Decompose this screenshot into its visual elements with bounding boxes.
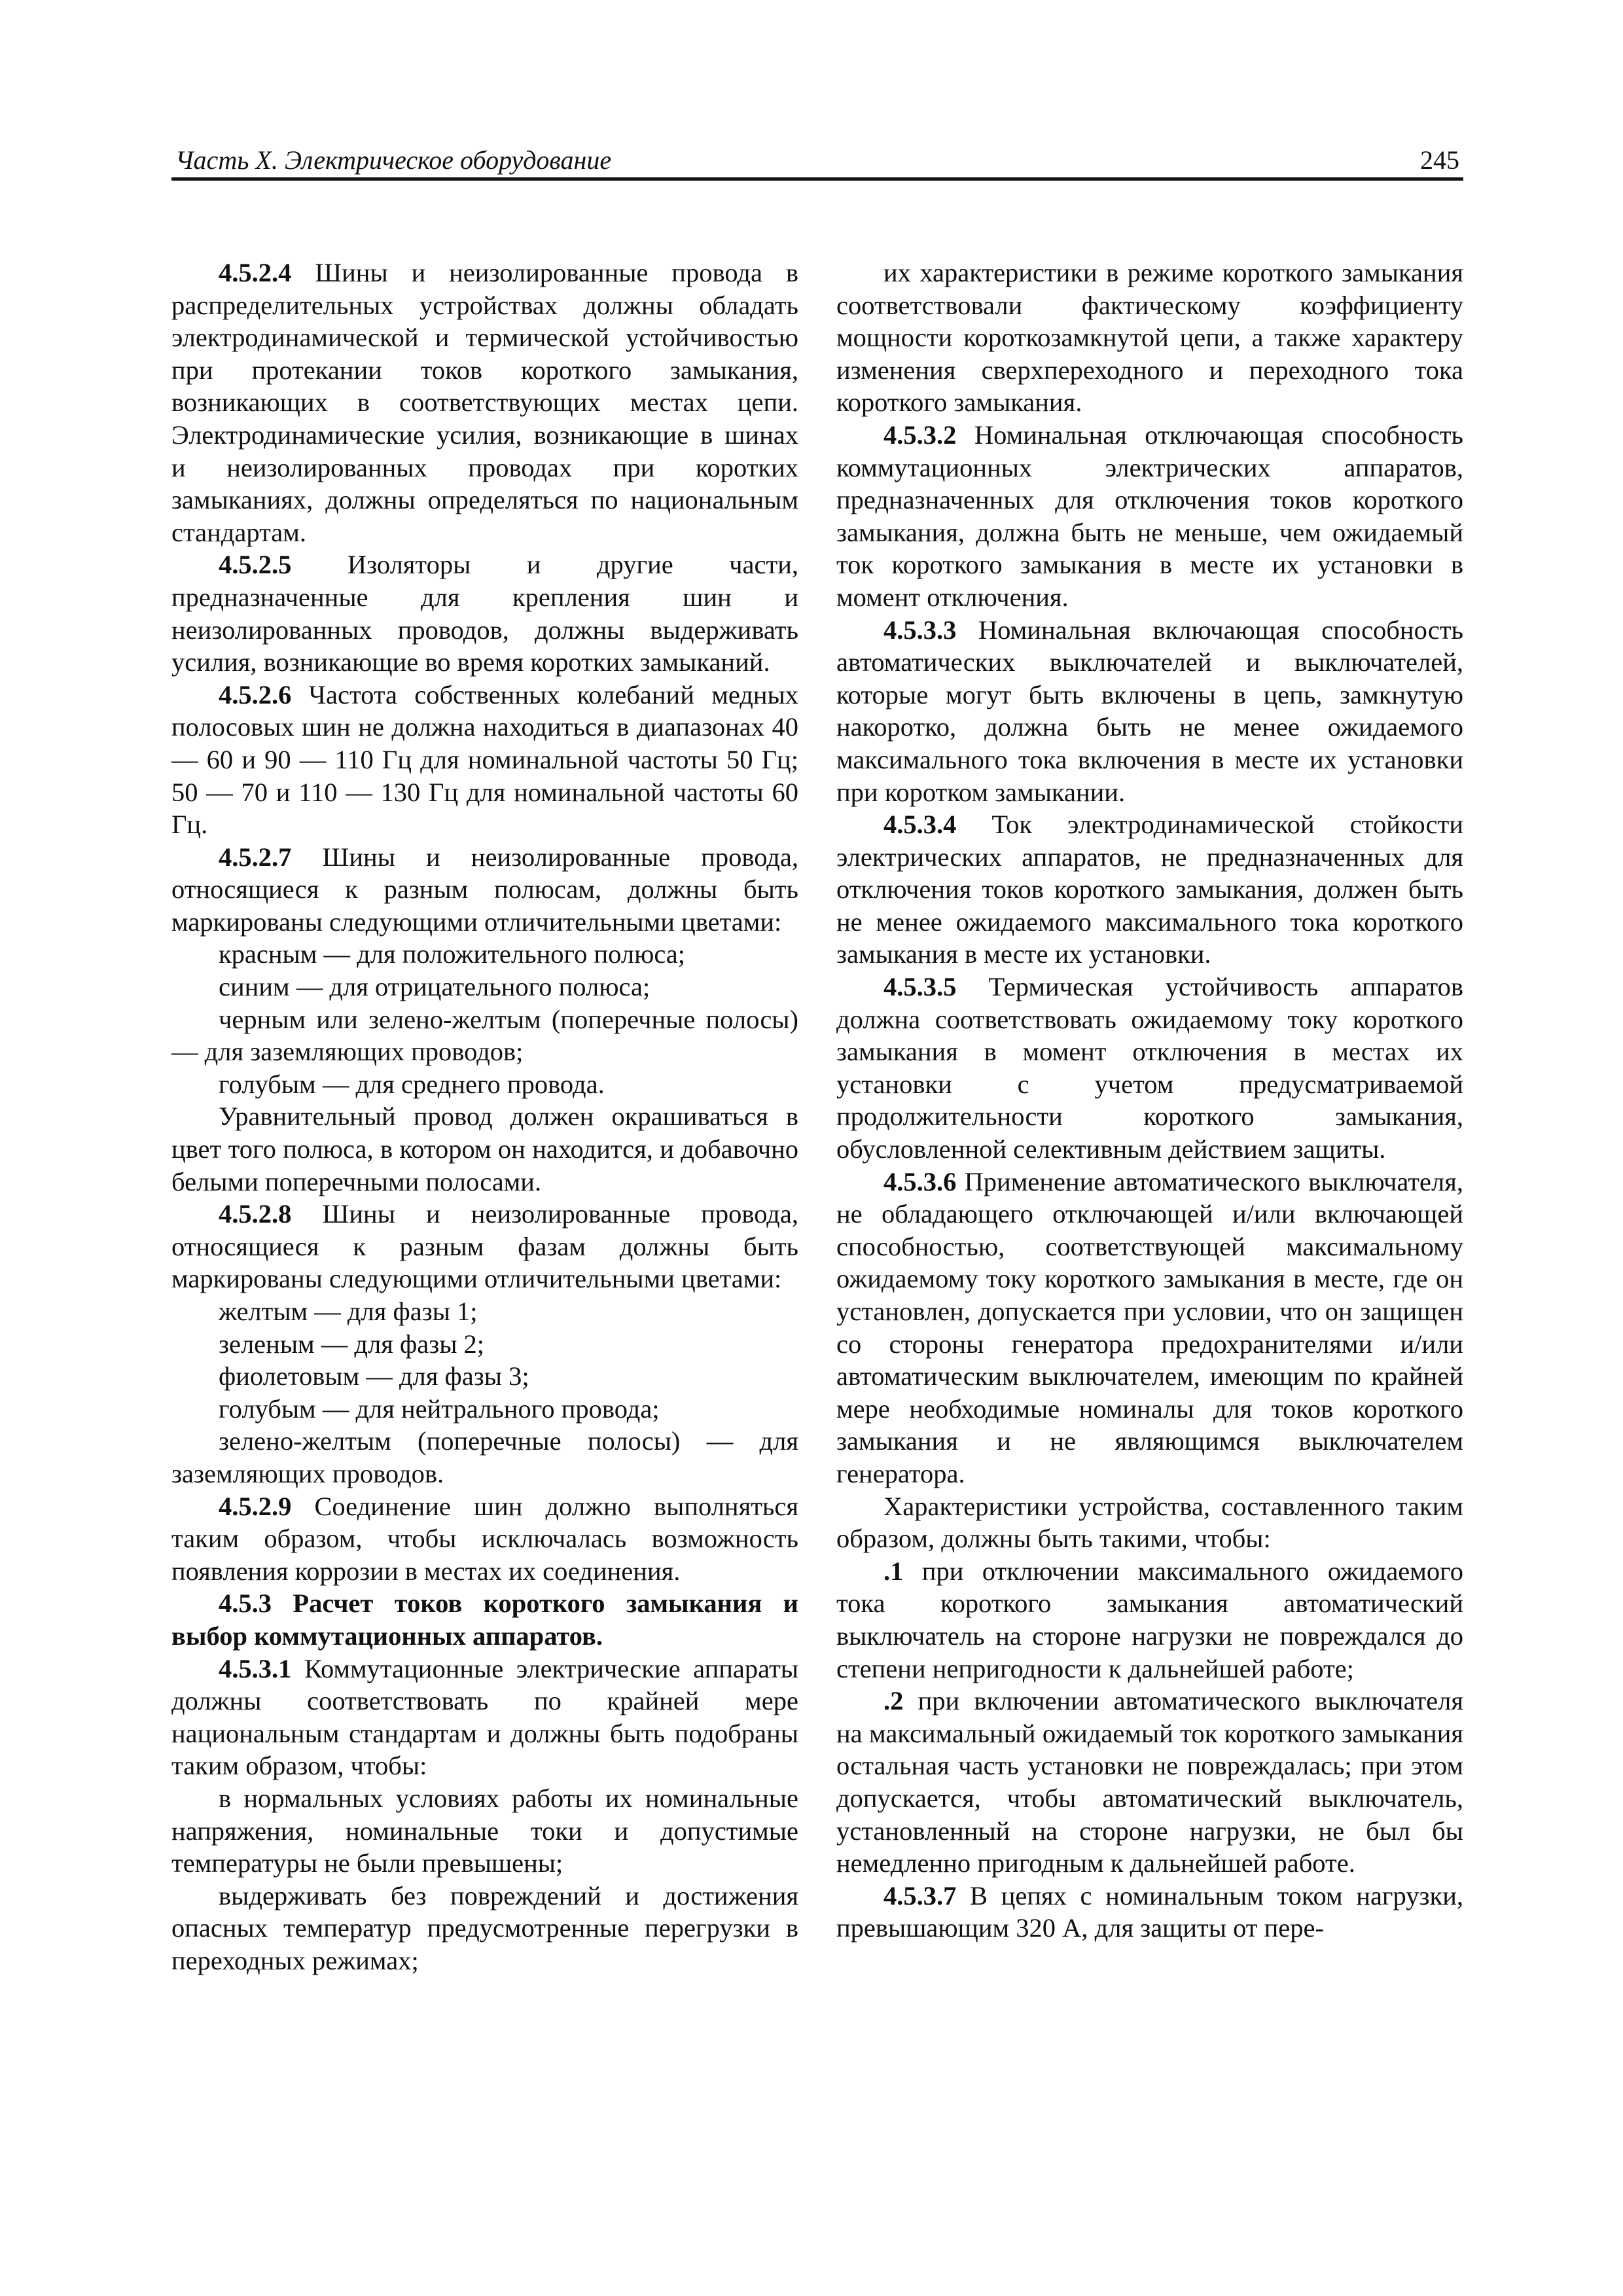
paragraph-equalizer: Уравнительный провод должен окрашиваться в цвет того полюса, в котором он находится, и добавочно белыми поперечными полосами. (171, 1102, 798, 1196)
clause-number: 4.5.3.4 (883, 810, 957, 840)
list-item-1 (836, 1555, 1463, 1685)
paragraph-4-5-2-9 (171, 1490, 798, 1588)
list-item-ground: зелено-желтым (поперечные полосы) — для заземляющих проводов. (171, 1426, 798, 1488)
clause-text: Термическая устойчивость аппаратов должна соответствовать ожидаемому току короткого замыкания в момент отключения в местах их установки с учетом предусматриваемой продолжительности короткого замыкания, обусловленной селективным действием защиты. (836, 972, 1463, 1164)
paragraph-4-5-3-5 (836, 971, 1463, 1166)
clause-number: 4.5.3.6 (883, 1166, 957, 1196)
list-item-overload: выдерживать без повреждений и достижения опасных температур предусмотренные перегрузки в переходных режимах; (171, 1880, 798, 1975)
page-number: 245 (1420, 145, 1459, 175)
clause-text: Соединение шин должно выполняться таким образом, чтобы исключалась возможность появления коррозии в местах их соединения. (171, 1491, 798, 1586)
paragraph-4-5-3-4 (836, 808, 1463, 971)
right-column (836, 257, 1463, 1945)
clause-number: 4.5.3.2 (883, 420, 957, 450)
list-item-short-circuit: их характеристики в режиме короткого замыкания соответствовали фактическому коэффициенту мощности короткозамкнутой цепи, а также характеру изменения сверхпереходного и переходного тока короткого замыкания. (836, 258, 1463, 418)
clause-text: Шины и неизолированные провода в распределительных устройствах должны обладать электродинамической и термической устойчивостью при протекании токов короткого замыкания, возникающих в соответствующих местах цепи. Электродинамические усилия, возникающие в шинах и неизолированных проводах при коротких замыканиях, должны определяться по национальным стандартам. (171, 258, 798, 547)
clause-text: Частота собственных колебаний медных полосовых шин не должна находиться в диапазонах 40 — 60 и 90 — 110 Гц для номинальной частоты 50 Гц; 50 — 70 и 110 — 130 Гц для номинальной частоты 60 Гц. (171, 679, 798, 840)
paragraph-4-5-3-3 (836, 614, 1463, 809)
clause-text: Применение автоматического выключателя, не обладающего отключающей и/или включающей способностью, соответствующей максимальному ожидаемому току короткого замыкания в месте, где он установлен, допускается при условии, что он защищен со стороны генератора предохранителями и/или автоматическим выключателем, имеющим по крайней мере необходимые номиналы для токов короткого замыкания и не являющимся выключателем генератора. (836, 1166, 1463, 1488)
item-number: .1 (883, 1556, 904, 1586)
list-item-light-blue: голубым — для среднего провода. (219, 1069, 605, 1099)
list-item-neutral: голубым — для нейтрального провода; (219, 1393, 660, 1424)
left-column (171, 257, 798, 1977)
paragraph-4-5-2-8 (171, 1198, 798, 1295)
list-item-violet: фиолетовым — для фазы 3; (219, 1361, 529, 1391)
paragraph-4-5-2-4 (171, 257, 798, 548)
paragraph-4-5-2-5 (171, 548, 798, 678)
list-item-black: черным или зелено-желтым (поперечные полосы) — для заземляющих проводов; (171, 1004, 798, 1067)
clause-number: 4.5.3.5 (883, 972, 957, 1002)
clause-text: Шины и неизолированные провода, относящиеся к разным полюсам, должны быть маркированы следующими отличительными цветами: (171, 842, 798, 937)
paragraph-characteristics: Характеристики устройства, составленного таким образом, должны быть такими, чтобы: (836, 1491, 1463, 1554)
item-text: при отключении максимального ожидаемого тока короткого замыкания автоматический выключатель на стороне нагрузки не повреждался до степени непригодности к дальнейшей работе; (836, 1556, 1463, 1683)
item-text: при включении автоматического выключателя на максимальный ожидаемый ток короткого замыкания остальная часть установки не повреждалась; при этом допускается, чтобы автоматический выключатель, установленный на стороне нагрузки, не был бы немедленно пригодным к дальнейшей работе. (836, 1686, 1463, 1878)
clause-text: Коммутационные электрические аппараты должны соответствовать по крайней мере национальным стандартам и должны быть подобраны таким образом, чтобы: (171, 1653, 798, 1781)
paragraph-4-5-2-7 (171, 841, 798, 939)
section-heading-4-5-3: 4.5.3 Расчет токов короткого замыкания и выбор коммутационных аппаратов. (171, 1588, 798, 1651)
clause-number: 4.5.2.5 (219, 550, 292, 580)
item-number: .2 (883, 1686, 904, 1716)
clause-number: 4.5.3.1 (219, 1653, 292, 1683)
clause-text: В цепях с номинальным током нагрузки, превышающим 320 А, для защиты от пере- (836, 1880, 1463, 1943)
list-item-blue: синим — для отрицательного полюса; (219, 972, 651, 1002)
clause-number: 4.5.2.7 (219, 842, 292, 872)
clause-number: 4.5.2.8 (219, 1199, 292, 1229)
paragraph-4-5-3-7 (836, 1880, 1463, 1945)
clause-text: Номинальная включающая способность автоматических выключателей и выключателей, которые могут быть включены в цепь, замкнутую накоротко, должна быть не менее ожидаемого максимального тока включения в месте их установки при коротком замыкании. (836, 615, 1463, 807)
paragraph-4-5-3-1 (171, 1653, 798, 1782)
running-title: Часть X. Электрическое оборудование (175, 145, 612, 175)
list-item-red: красным — для положительного полюса; (219, 939, 686, 969)
list-item-normal-conditions: в нормальных условиях работы их номинальные напряжения, номинальные токи и допустимые температуры не были превышены; (171, 1783, 798, 1878)
clause-number: 4.5.3.3 (883, 615, 957, 645)
clause-text: Ток электродинамической стойкости электрических аппаратов, не предназначенных для отключения токов короткого замыкания, должен быть не менее ожидаемого максимального тока короткого замыкания в месте их установки. (836, 810, 1463, 969)
clause-number: 4.5.2.4 (219, 258, 292, 287)
page-header (171, 140, 1463, 181)
clause-number: 4.5.2.9 (219, 1491, 292, 1521)
header-rule (171, 177, 1463, 181)
clause-text: Номинальная отключающая способность коммутационных электрических аппаратов, предназначенных для отключения токов короткого замыкания, должна быть не меньше, чем ожидаемый ток короткого замыкания в месте их установки в момент отключения. (836, 420, 1463, 612)
paragraph-4-5-2-6 (171, 679, 798, 841)
list-item-2 (836, 1685, 1463, 1880)
clause-text: Изоляторы и другие части, предназначенные для крепления шин и неизолированных проводов, должны выдерживать усилия, возникающие во время коротких замыканий. (171, 550, 798, 677)
list-item-yellow: желтым — для фазы 1; (219, 1297, 478, 1326)
paragraph-4-5-3-2 (836, 419, 1463, 614)
clause-text: Шины и неизолированные провода, относящиеся к разным фазам должны быть маркированы следующими отличительными цветами: (171, 1199, 798, 1294)
clause-number: 4.5.3.7 (883, 1880, 957, 1910)
paragraph-4-5-3-6 (836, 1166, 1463, 1490)
clause-number: 4.5.2.6 (219, 679, 292, 709)
list-item-green: зеленым — для фазы 2; (219, 1329, 485, 1359)
